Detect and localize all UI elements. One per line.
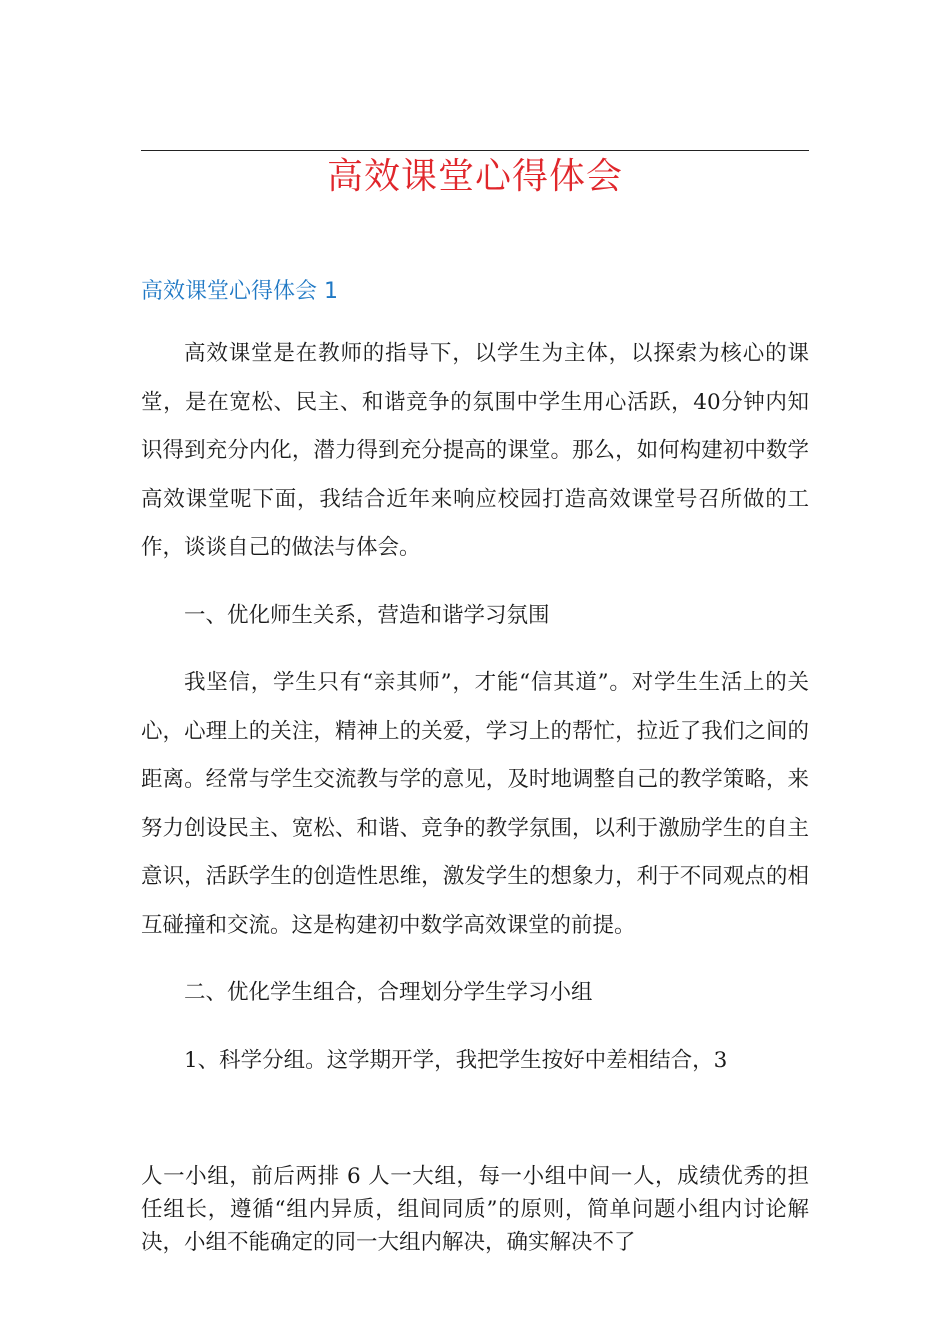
paragraph-grouping-continued: 人一小组，前后两排 6 人一大组，每一小组中间一人，成绩优秀的担任组长，遵循“组内异质，组间同质”的原则，简单问题小组内讨论解决，小组不能确定的同一大组内解决，确实解决不了 (141, 1164, 809, 1255)
title-divider (141, 150, 809, 151)
paragraph-intro: 高效课堂是在教师的指导下，以学生为主体，以探索为核心的课堂，是在宽松、民主、和谐竞争的氛围中学生用心活跃，40分钟内知识得到充分内化，潜力得到充分提高的课堂。那么，如何构建初中数学高效课堂呢下面，我结合近年来响应校园打造高效课堂号召所做的工作，谈谈自己的做法与体会。 (141, 341, 809, 560)
document-title: 高效课堂心得体会 (326, 156, 623, 197)
subheading-1: 一、优化师生关系，营造和谐学习氛围 (184, 602, 550, 628)
paragraph-grouping-start: 1、科学分组。这学期开学，我把学生按好中差相结合，3 (184, 1047, 728, 1073)
paragraph-relationship: 我坚信，学生只有“亲其师”，才能“信其道”。对学生生活上的关心，心理上的关注，精神上的关爱，学习上的帮忙，拉近了我们之间的距离。经常与学生交流教与学的意见，及时地调整自己的教学策略，来努力创设民主、宽松、和谐、竞争的教学氛围，以利于激励学生的自主意识，活跃学生的创造性思维，激发学生的想象力，利于不同观点的相互碰撞和交流。这是构建初中数学高效课堂的前提。 (141, 670, 809, 938)
subheading-2: 二、优化学生组合，合理划分学生学习小组 (184, 980, 593, 1005)
section-heading: 高效课堂心得体会 1 (141, 279, 338, 304)
document-body (141, 330, 809, 1085)
